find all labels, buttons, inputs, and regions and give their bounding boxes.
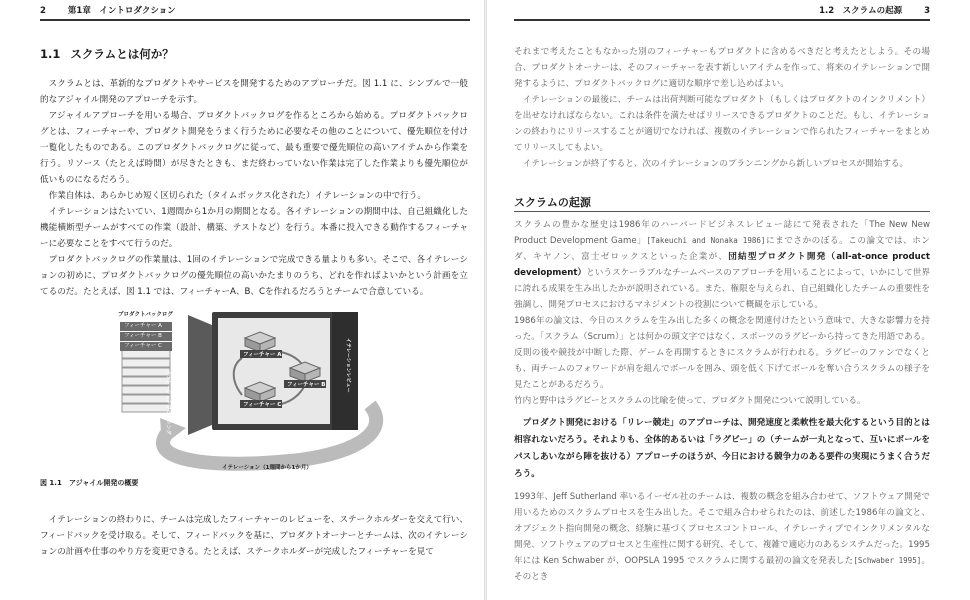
section-header: 1.2 スクラムの起源 (819, 6, 903, 16)
section-title: スクラムとは何か？ (70, 47, 174, 61)
backlog-item: フィーチャー C (120, 342, 172, 351)
section-number: 1.1 (40, 47, 61, 61)
paragraph: 作業自体は、あらかじめ短く区切られた（タイムボックス化された）イテレーションの中で行う。 (48, 191, 426, 201)
text-run: スクラムの豊かな歴史は1986年のハーバードビジネスレビュー誌にて発表された「The New New Product Development Game」 (514, 220, 930, 246)
paragraph: イテレーションが終了すると、次のイテレーションのプランニングから新しいプロセスが開始する。 (522, 159, 909, 169)
page-number: 3 (924, 6, 930, 16)
quote: プロダクト開発における「リレー競走」のアプローチは、開発速度と柔軟性を最大化するという目的とは相容れないだろう。それよりも、全体的あるいは「ラグビー」の（チームが一丸となって、互いにボールをパスしあいながら陣を抜ける）アプローチのほうが、今日における競争力のある要件の実現にうまく合うだろう。 (514, 418, 930, 479)
paragraph: 1986年の論文は、今日のスクラムを生み出した多くの概念を関連付けたという意味で、大きな影響力を持った。「スクラム（Scrum）」とは何かの頭文字ではなく、スポーツのラグビーから持ってきた用語である。反則の後や競技が中断した際、ゲームを再開するときにスクラムが行われる。ラグビーのファンでなくとも、両チームのフォワードが肩を組んでボールを囲み、頭を低く下げてボールを奪い合うスクラムの様子を見たことがあるだろう。 (514, 316, 930, 390)
citation: [Schwaber 1995] (853, 556, 922, 565)
caption-number: 図 1.1 (40, 479, 62, 487)
node-c-label: フィーチャー C (243, 402, 282, 408)
bold-run: 団結型プロダクト開発（all-at-once product development） (514, 252, 931, 278)
planning-band (188, 315, 212, 435)
paragraph (514, 489, 930, 585)
right-running-header (514, 0, 930, 21)
right-page (486, 0, 970, 600)
paragraph: アジャイルアプローチを用いる場合、プロダクトバックログを作るところから始める。プロダクトバックログとは、フィーチャーや、プロダクト開発をうまく行うために必要なその他のことについて、優先順位を付け一覧化したものである。このプロダクトバックログに従って、最も重要で優先順位の高いアイテムから作業を行う。リソース（たとえば時間）が尽きたときも、まだ終わっていない作業は完了した作業よりも優先順位が低いものになるだろう。 (40, 111, 468, 185)
left-bottom-text (40, 512, 468, 560)
paragraph: 竹内と野中はラグビーとスクラムの比喩を使って、プロダクト開発について説明している。 (514, 396, 866, 406)
backlog-stack (120, 322, 172, 352)
paragraph: イテレーションはたいてい、1週間から1か月の期間となる。各イテレーションの期間中は、自己組織化した機能横断型チームがすべての作業（設計、構築、テストなど）を行う。本番に投入できる動作するフィーチャーに必要なことをすべて行うのだ。 (40, 207, 468, 249)
text-run: にまでさかのぼる。この論文では、ホンダ、キヤノン、富士ゼロックスといった企業が、 (514, 236, 930, 262)
text-run: 。そのとき (514, 556, 930, 582)
left-running-header (40, 0, 470, 21)
citation: [Takeuchi and Nonaka 1986] (646, 236, 766, 245)
paragraph: イテレーションの終わりに、チームは完成したフィーチャーのレビューを、ステークホルダーを交えて行い、フィードバックを受け取る。そして、フィードバックを基に、プロダクトオーナーとチームは、次のイテレーションの計画や仕事のやり方を変更できる。たとえば、ステークホルダーが完成したフィーチャーを見て (40, 515, 468, 557)
arrow-head (160, 418, 186, 446)
right-top-text (514, 44, 930, 172)
paragraph: スクラムとは、革新的なプロダクトやサービスを開発するためのアプローチだ。図 1.1 に、シンプルで一般的なアジャイル開発のアプローチを示す。 (40, 79, 468, 105)
page-number: 2 (40, 6, 46, 16)
review-label: イテレーションレビュー (345, 338, 351, 393)
node-a-label: フィーチャー A (243, 352, 282, 358)
text-run: 1993年、Jeff Sutherland 率いるイーゼル社のチームは、複数の概念を組み合わせて、ソフトウェア開発で用いるためのスクラムプロセスを生み出した。そこで組み合わせられたのは、前述した1986年の論文と、オブジェクト指向開発の概念、経験に基づくプロセスコントロール、イテレーティブでインクリメンタルな開発、ソフトウェアのプロセスと生産性に関する研究、そして、複雑で適応力のあるシステムだった。1995年には Ken Schwaber が、OOPSLA 1995 でスクラムに関する最初の論文を発表した (514, 492, 930, 566)
section-title: スクラムの起源 (514, 196, 591, 209)
iteration-label: イテレーション（1週間から1か月） (222, 465, 312, 471)
paragraph (514, 217, 930, 313)
backlog-label: プロダクトバックログ (118, 312, 173, 318)
figure-caption (40, 478, 138, 488)
section-heading (40, 46, 174, 62)
left-body-text (40, 76, 468, 300)
caption-text: アジャイル開発の概要 (68, 479, 139, 487)
chapter-header: 第1章 イントロダクション (67, 6, 176, 16)
planning-label: イテレーションプランニング (165, 370, 171, 435)
paragraph: プロダクトバックログの作業量は、1回のイテレーションで完成できる量よりも多い。そこで、各イテレーションの初めに、プロダクトバックログの優先順位の高いかたまりのうち、どれを作ればよいかという計画を立てるのだ。たとえば、図 1.1 では、フィーチャーA、B、Cを作れるだろうとチームで合意している。 (40, 255, 468, 297)
node-b-label: フィーチャー B (287, 382, 326, 388)
agile-overview-figure (100, 300, 400, 480)
paragraph: それまで考えたこともなかった別のフィーチャーもプロダクトに含めるべきだと考えたとしよう。その場合、プロダクトオーナーは、そのフィーチャーを表す新しいアイテムを作って、将来のイテレーションで開発するように、プロダクトバックログに適切な順序で差し込めばよい。 (514, 47, 930, 89)
backlog-item: フィーチャー B (120, 332, 172, 341)
origin-text (514, 217, 930, 585)
section-rule (514, 211, 930, 212)
backlog-item: フィーチャー A (120, 322, 172, 331)
paragraph: イテレーションの最後に、チームは出荷判断可能なプロダクト（もしくはプロダクトのインクリメント）を出せなければならない。これは条件を満たせばリリースできるプロダクトのことだ。もし、イテレーションの終わりにリリースすることが適切でなければ、複数のイテレーションで作られたフィーチャーをまとめてリリースしてもよい。 (514, 95, 930, 153)
text-run: というスケーラブルなチームベースのアプローチを用いることによって、いかにして世界に誇れる成果を生み出したかが説明されている。また、権限を与えられ、自己組織化したチームの重要性を強調し、開発プロセスにおけるマネジメントの役割について概観を示している。 (514, 268, 930, 310)
